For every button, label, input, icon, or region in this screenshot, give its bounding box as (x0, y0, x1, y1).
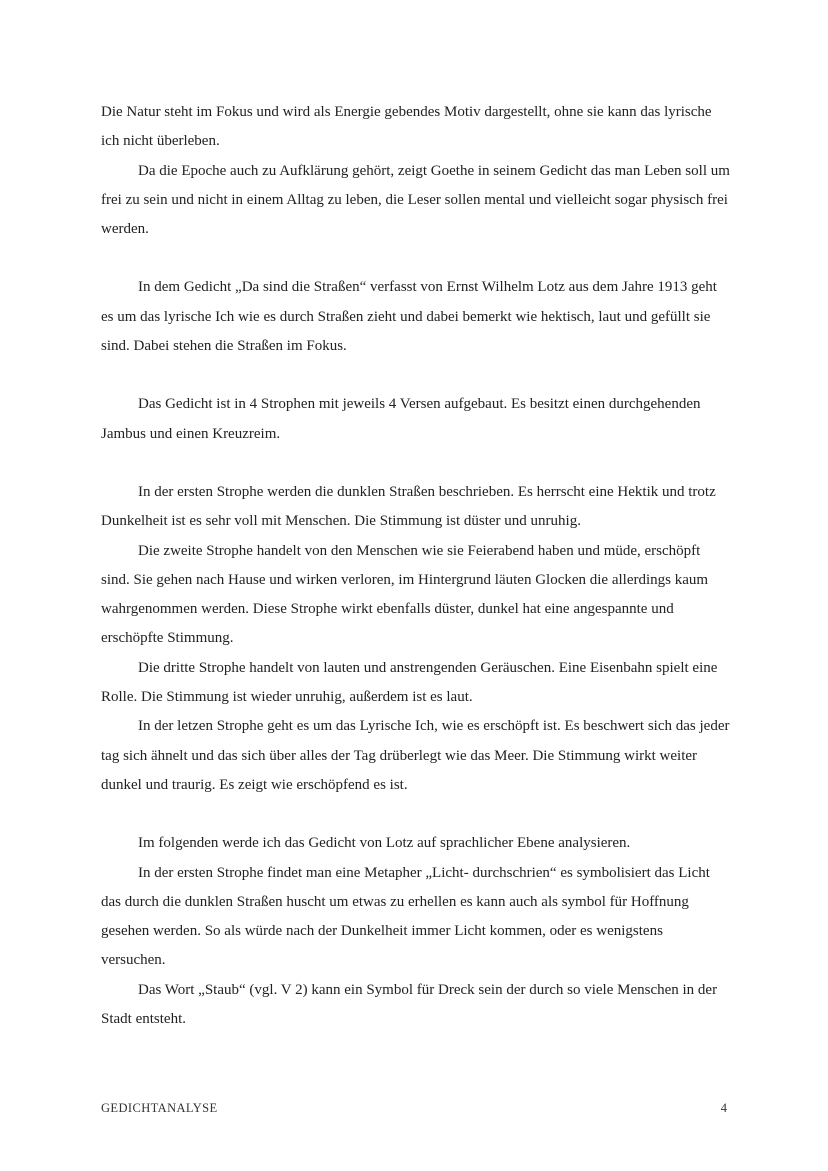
paragraph-lotz-introduction: In dem Gedicht „Da sind die Straßen“ verfasst von Ernst Wilhelm Lotz aus dem Jahre 1913 geht es um das lyrische Ich wie es durch Straßen zieht und dabei bemerkt wie hektisch, laut und gefüllt sie sind. Dabei stehen die Straßen im Fokus. (101, 279, 717, 355)
paragraph-epoch-goethe: Da die Epoche auch zu Aufklärung gehört, zeigt Goethe in seinem Gedicht das man Leben soll um frei zu sein und nicht in einem Alltag zu leben, die Leser sollen mental und vielleicht sogar physisch frei werden. (101, 162, 730, 238)
paragraph-nature-focus: Die Natur steht im Fokus und wird als Energie gebendes Motiv dargestellt, ohne sie kann das lyrische ich nicht überleben. (101, 104, 712, 150)
document-body (101, 98, 731, 1034)
paragraph-first-stanza: In der ersten Strophe werden die dunklen Straßen beschrieben. Es herrscht eine Hektik und trotz Dunkelheit ist es sehr voll mit Menschen. Die Stimmung ist düster und unruhig. (101, 483, 716, 530)
page-footer (101, 1100, 727, 1116)
paragraph-language-analysis-intro: Im folgenden werde ich das Gedicht von Lotz auf sprachlicher Ebene analysieren. (138, 835, 631, 852)
paragraph-poem-structure: Das Gedicht ist in 4 Strophen mit jeweils 4 Versen aufgebaut. Es besitzt einen durchgehenden Jambus und einen Kreuzreim. (101, 396, 701, 442)
paragraph-third-stanza: Die dritte Strophe handelt von lauten und anstrengenden Geräuschen. Eine Eisenbahn spielt eine Rolle. Die Stimmung ist wieder unruhig, außerdem ist es laut. (101, 659, 718, 706)
paragraph-metaphor-light: In der ersten Strophe findet man eine Metapher „Licht- durchschrien“ es symbolisiert das Licht das durch die dunklen Straßen huscht um etwas zu erhellen es kann auch als symbol für Hoffnung gesehen werden. So als würde nach der Dunkelheit immer Licht kommen, oder es wenigstens versuchen. (101, 864, 710, 969)
paragraph-symbol-dust: Das Wort „Staub“ (vgl. V 2) kann ein Symbol für Dreck sein der durch so viele Menschen in der Stadt entsteht. (101, 981, 718, 1028)
paragraph-last-stanza: In der letzen Strophe geht es um das Lyrische Ich, wie es erschöpft ist. Es beschwert sich das jeder tag sich ähnelt und das sich über alles der Tag drüberlegt wie das Meer. Die Stimmung wirkt weiter dunkel und traurig. Es zeigt wie erschöpfend es ist. (101, 718, 730, 793)
footer-document-title: GEDICHTANALYSE (101, 1101, 218, 1115)
paragraph-second-stanza: Die zweite Strophe handelt von den Menschen wie sie Feierabend haben und müde, erschöpft sind. Sie gehen nach Hause und wirken verloren, im Hintergrund läuten Glocken die allerdings kaum wahrgenommen werden. Diese Strophe wirkt ebenfalls düster, dunkel hat eine angespannte und erschöpfte Stimmung. (101, 542, 709, 647)
page-number: 4 (720, 1101, 727, 1115)
